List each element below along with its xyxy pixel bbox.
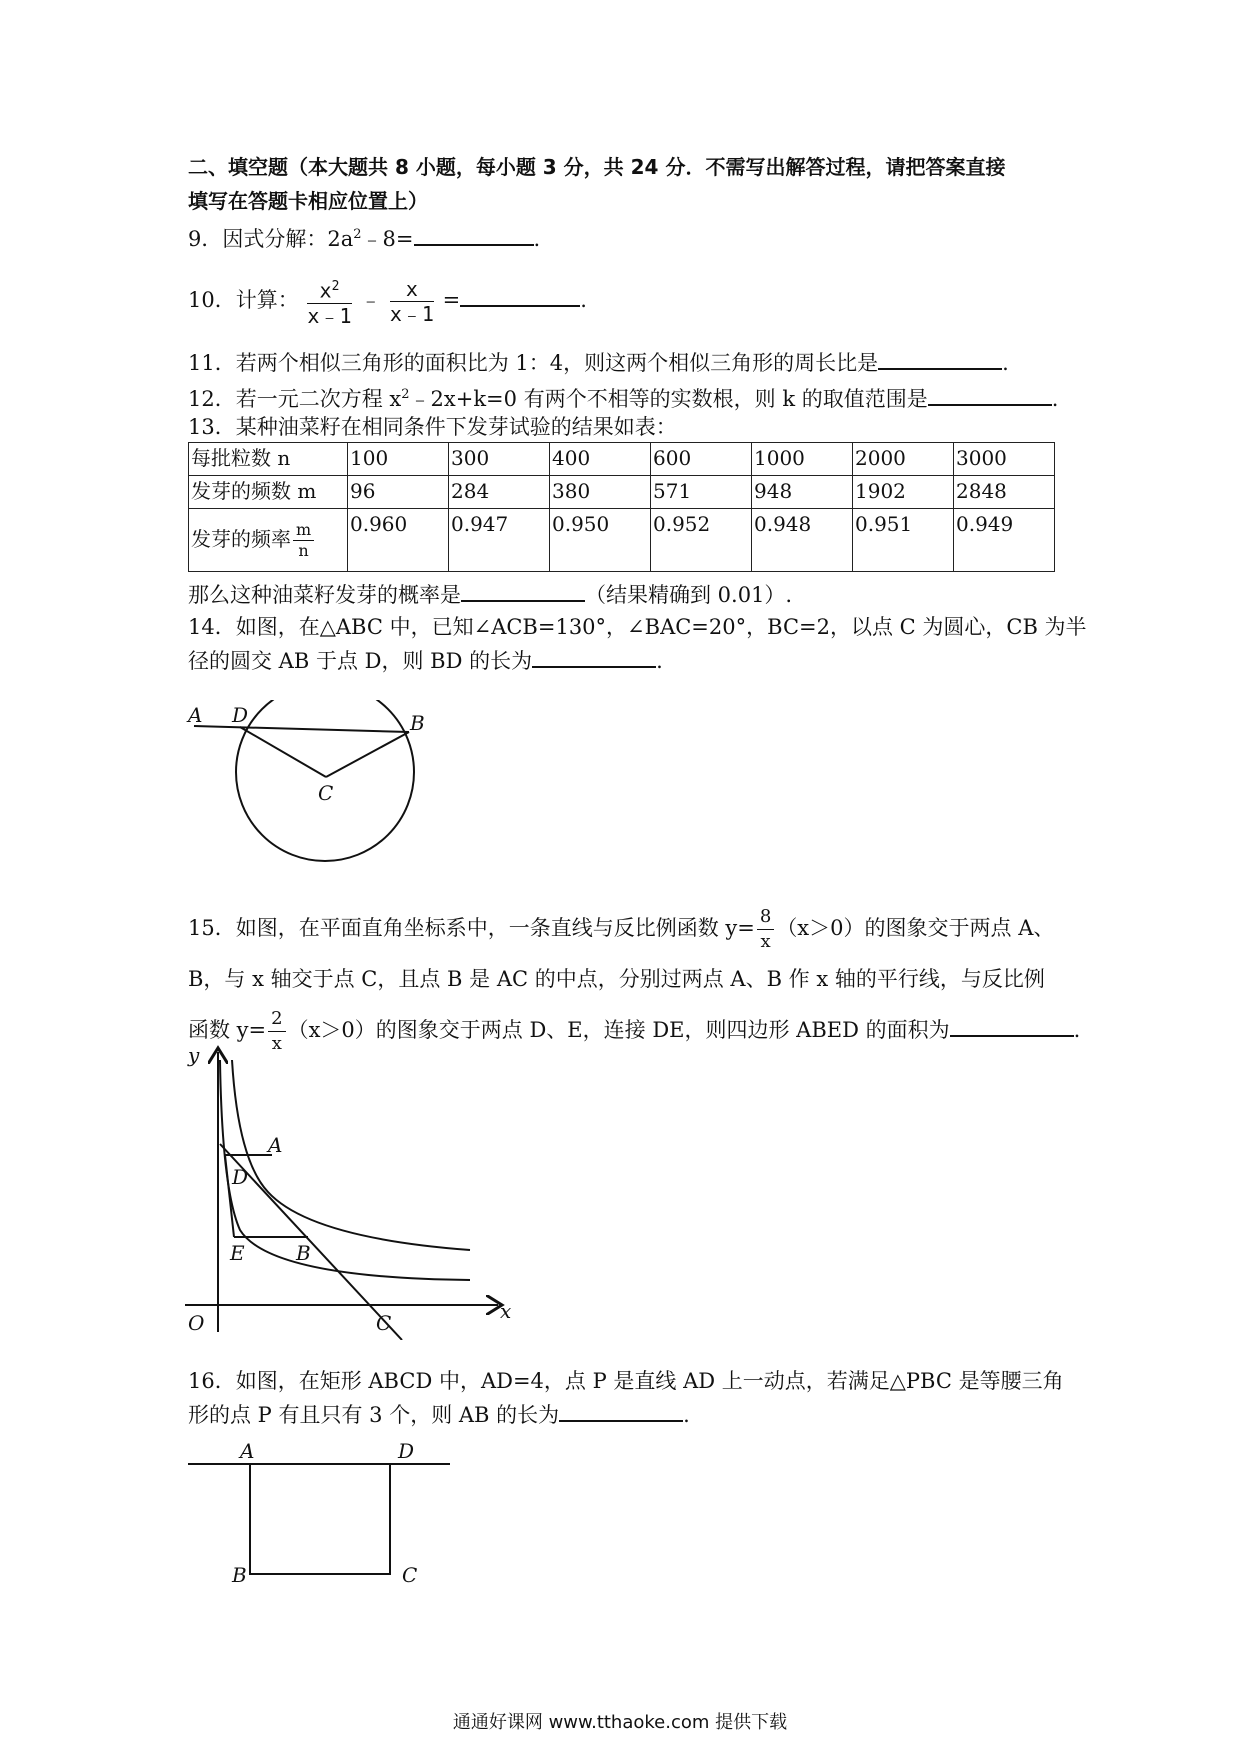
q10-fraction-2 <box>390 277 434 326</box>
q14-line2-text: 径的圆交 AB 于点 D，则 BD 的长为 <box>188 649 533 673</box>
q10-answer-blank[interactable] <box>460 287 580 307</box>
table-cell: 2848 <box>954 476 1055 509</box>
label-x: x <box>500 1299 512 1323</box>
table-row <box>189 509 1055 572</box>
question-14-line2 <box>188 646 663 676</box>
q15-answer-blank[interactable] <box>950 1017 1074 1037</box>
table-cell: 948 <box>752 476 853 509</box>
segment-dc <box>240 727 326 777</box>
rectangle-abcd <box>250 1464 390 1574</box>
q15-f1-num: 8 <box>757 905 774 930</box>
row3-head-text: 发芽的频率 <box>191 526 291 551</box>
q15-line3b: （x＞0）的图象交于两点 D、E，连接 DE，则四边形 ABED 的面积为 <box>287 1018 950 1042</box>
table-row <box>189 443 1055 476</box>
q10-text: 计算： <box>235 288 299 312</box>
q16-rectangle-figure <box>180 1436 460 1586</box>
q15-f2-den: x <box>271 1033 282 1054</box>
q11-text: 11．若两个相似三角形的面积比为 1：4，则这两个相似三角形的周长比是 <box>188 351 879 375</box>
table-cell: 0.951 <box>853 509 954 572</box>
table-cell: 0.960 <box>348 509 449 572</box>
q10-minus: ﹣ <box>360 288 382 312</box>
question-9 <box>188 220 540 254</box>
q14-answer-blank[interactable] <box>532 648 656 668</box>
section-heading-line1: 二、填空题（本大题共 8 小题，每小题 3 分，共 24 分．不需写出解答过程，请把答案直接 <box>188 155 1006 179</box>
table-cell: 600 <box>651 443 752 476</box>
q14-end: . <box>656 649 663 673</box>
q11-end: . <box>1002 351 1009 375</box>
q12-text: 12．若一元二次方程 x <box>188 387 402 411</box>
q15-line1b: （x＞0）的图象交于两点 A、 <box>776 916 1055 940</box>
question-12 <box>188 380 1058 414</box>
q11-answer-blank[interactable] <box>878 350 1002 370</box>
question-14-line1: 14．如图，在△ABC 中，已知∠ACB=130°，∠BAC=20°，BC=2，以点 C 为圆心，CB 为半 <box>188 615 1087 639</box>
label-a: A <box>240 1439 255 1463</box>
q9-answer-blank[interactable] <box>414 226 534 246</box>
q15-coordinate-figure <box>180 1040 520 1340</box>
label-a: A <box>188 703 203 727</box>
q12-answer-blank[interactable] <box>928 386 1052 406</box>
label-c: C <box>318 781 334 805</box>
row-header-germination-rate <box>189 509 348 572</box>
q16-end: . <box>683 1403 690 1427</box>
question-16-line2 <box>188 1400 690 1430</box>
q15-f1-den: x <box>760 931 771 952</box>
table-cell: 0.950 <box>550 509 651 572</box>
row3-frac-den: n <box>298 540 309 560</box>
q15-line1a: 15．如图，在平面直角坐标系中，一条直线与反比例函数 y= <box>188 916 755 940</box>
question-13-followup <box>188 580 792 610</box>
q10-f1-sup: 2 <box>331 279 340 295</box>
q10-fraction-1 <box>307 275 351 328</box>
q13-after-text2: （结果精确到 0.01）. <box>585 583 793 607</box>
q9-end: . <box>533 227 541 251</box>
segment-bc <box>326 732 409 777</box>
q9-text2: ﹣8= <box>361 227 414 251</box>
q16-line2-text: 形的点 P 有且只有 3 个，则 AB 的长为 <box>188 1403 560 1427</box>
table-cell: 284 <box>449 476 550 509</box>
section-heading-line2: 填写在答题卡相应位置上） <box>188 189 428 213</box>
q9-text: 因式分解：2a <box>222 227 354 251</box>
q15-f2-num: 2 <box>268 1007 285 1032</box>
q10-f2-num: x <box>390 277 434 302</box>
label-b: B <box>296 1241 311 1265</box>
q10-equals: = <box>442 288 461 312</box>
q15-line3a: 函数 y= <box>188 1018 267 1042</box>
label-e: E <box>230 1241 245 1265</box>
table-cell: 96 <box>348 476 449 509</box>
label-c: C <box>402 1563 418 1586</box>
table-cell: 0.952 <box>651 509 752 572</box>
germination-table <box>188 442 1055 572</box>
q16-answer-blank[interactable] <box>559 1402 683 1422</box>
question-11 <box>188 348 1009 378</box>
question-10 <box>188 270 587 330</box>
q10-f2-den: x﹣1 <box>389 302 434 326</box>
q10-end: . <box>580 288 587 312</box>
segment-ab <box>194 726 409 732</box>
question-15-line1 <box>188 898 1054 958</box>
label-b: B <box>232 1563 247 1586</box>
table-cell: 380 <box>550 476 651 509</box>
q9-number: 9． <box>188 227 223 251</box>
table-cell: 1000 <box>752 443 853 476</box>
q15-fraction-8x <box>757 905 774 954</box>
table-cell: 0.948 <box>752 509 853 572</box>
label-d: D <box>232 1165 249 1189</box>
table-cell: 400 <box>550 443 651 476</box>
table-cell: 300 <box>449 443 550 476</box>
table-cell: 100 <box>348 443 449 476</box>
table-cell: 3000 <box>954 443 1055 476</box>
q10-f1-den: x﹣1 <box>307 303 352 328</box>
table-cell: 0.949 <box>954 509 1055 572</box>
label-b: B <box>410 711 425 735</box>
question-16-line1: 16．如图，在矩形 ABCD 中，AD=4，点 P 是直线 AD 上一动点，若满足△PBC 是等腰三角 <box>188 1369 1064 1393</box>
label-a: A <box>268 1133 283 1157</box>
table-cell: 2000 <box>853 443 954 476</box>
row3-fraction <box>293 520 314 561</box>
table-cell: 0.947 <box>449 509 550 572</box>
q14-circle-figure <box>180 700 430 870</box>
q10-number: 10． <box>188 288 236 312</box>
table-row <box>189 476 1055 509</box>
row3-frac-num: m <box>293 520 314 541</box>
q13-answer-blank[interactable] <box>461 582 585 602</box>
label-d: D <box>398 1439 415 1463</box>
q10-f1-num: x <box>319 278 332 303</box>
q13-after-text: 那么这种油菜籽发芽的概率是 <box>188 583 461 607</box>
row-header-germination-count: 发芽的频数 m <box>189 476 348 509</box>
label-c: C <box>376 1311 392 1335</box>
q12-text2: ﹣2x+k=0 有两个不相等的实数根，则 k 的取值范围是 <box>409 387 928 411</box>
q12-sup: 2 <box>401 387 410 402</box>
label-o: O <box>188 1311 205 1335</box>
label-d: D <box>232 703 249 727</box>
row-header-batch-count: 每批粒数 n <box>189 443 348 476</box>
q9-sup: 2 <box>353 227 362 242</box>
question-13: 13．某种油菜籽在相同条件下发芽试验的结果如表： <box>188 415 677 439</box>
question-15-line2: B，与 x 轴交于点 C，且点 B 是 AC 的中点，分别过两点 A、B 作 x 轴的平行线，与反比例 <box>188 967 1045 991</box>
footer-source: 通通好课网 www.tthaoke.com 提供下载 <box>452 1712 788 1733</box>
table-cell: 1902 <box>853 476 954 509</box>
q15-end: . <box>1073 1018 1081 1042</box>
table-cell: 571 <box>651 476 752 509</box>
q12-end: . <box>1051 387 1059 411</box>
label-y: y <box>188 1043 200 1067</box>
